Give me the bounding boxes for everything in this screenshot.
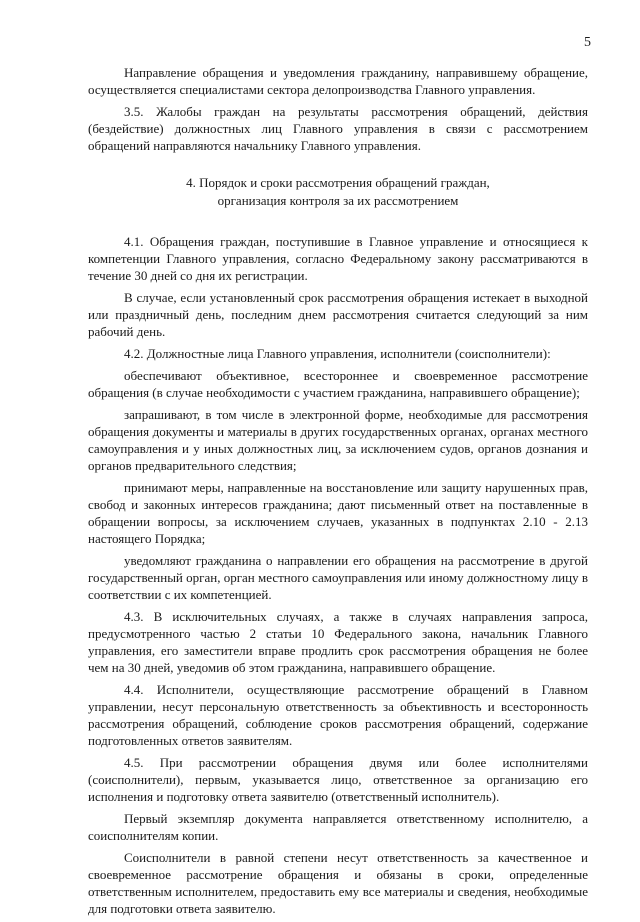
paragraph: запрашивают, в том числе в электронной форме, необходимые для рассмотрения обращения документы и материалы в других государственных органах, органах местного самоуправления и у иных должностных лиц, за исключением судов, органов дознания и органов предварительного следствия;	[88, 407, 588, 473]
paragraph: 3.5. Жалобы граждан на результаты рассмотрения обращений, действия (бездействие) должностных лиц Главного управления в связи с рассмотрением обращений направляются начальнику Главного управления.	[88, 104, 588, 153]
paragraph: В случае, если установленный срок рассмотрения обращения истекает в выходной или праздничный день, последним днем рассмотрения считается следующий за ним рабочий день.	[88, 290, 588, 339]
paragraph: Соисполнители в равной степени несут ответственность за качественное и своевременное рассмотрение обращения и обязаны в сроки, определенные ответственным исполнителем, предоставить ему все материалы и сведения, необходимые для подготовки ответа заявителю.	[88, 850, 588, 916]
paragraph: Направление обращения и уведомления гражданину, направившему обращение, осуществляется специалистами сектора делопроизводства Главного управления.	[88, 65, 588, 97]
paragraph: уведомляют гражданина о направлении его обращения на рассмотрение в другой государственный орган, орган местного самоуправления или иному должностному лицу в соответствии с их компетенцией.	[88, 553, 588, 602]
document-body	[88, 64, 588, 922]
page-number: 5	[584, 35, 591, 50]
paragraph: Первый экземпляр документа направляется ответственному исполнителю, а соисполнителям копии.	[88, 811, 588, 843]
paragraph: 4.3. В исключительных случаях, а также в случаях направления запроса, предусмотренного частью 2 статьи 10 Федерального закона, начальник Главного управления, его заместители вправе продлить срок рассмотрения обращения не более чем на 30 дней, уведомив об этом гражданина, направившего обращение.	[88, 609, 588, 675]
section-heading-line: организация контроля за их рассмотрением	[217, 193, 459, 208]
paragraph: 4.2. Должностные лица Главного управления, исполнители (соисполнители):	[124, 346, 551, 361]
paragraph: 4.5. При рассмотрении обращения двумя или более исполнителями (соисполнители), первым, указывается лицо, ответственное за организацию его исполнения и подготовку ответа заявителю (ответственный исполнитель).	[88, 755, 588, 804]
paragraph: принимают меры, направленные на восстановление или защиту нарушенных прав, свобод и законных интересов гражданина; дают письменный ответ на поставленные в обращении вопросы, за исключением случаев, указанных в подпунктах 2.10 - 2.13 настоящего Порядка;	[88, 480, 588, 546]
paragraph: 4.4. Исполнители, осуществляющие рассмотрение обращений в Главном управлении, несут персональную ответственность за объективность и всесторонность рассмотрения обращений, соблюдение сроков рассмотрения обращений, содержание подготовленных ответов заявителям.	[88, 682, 588, 748]
section-heading-line: 4. Порядок и сроки рассмотрения обращений граждан,	[186, 175, 490, 190]
section-heading	[88, 174, 588, 210]
paragraph: 4.1. Обращения граждан, поступившие в Главное управление и относящиеся к компетенции Главного управления, согласно Федеральному закону рассматриваются в течение 30 дней со дня их регистрации.	[88, 234, 588, 283]
paragraph: обеспечивают объективное, всестороннее и своевременное рассмотрение обращения (в случае необходимости с участием гражданина, направившего обращение);	[88, 368, 588, 400]
